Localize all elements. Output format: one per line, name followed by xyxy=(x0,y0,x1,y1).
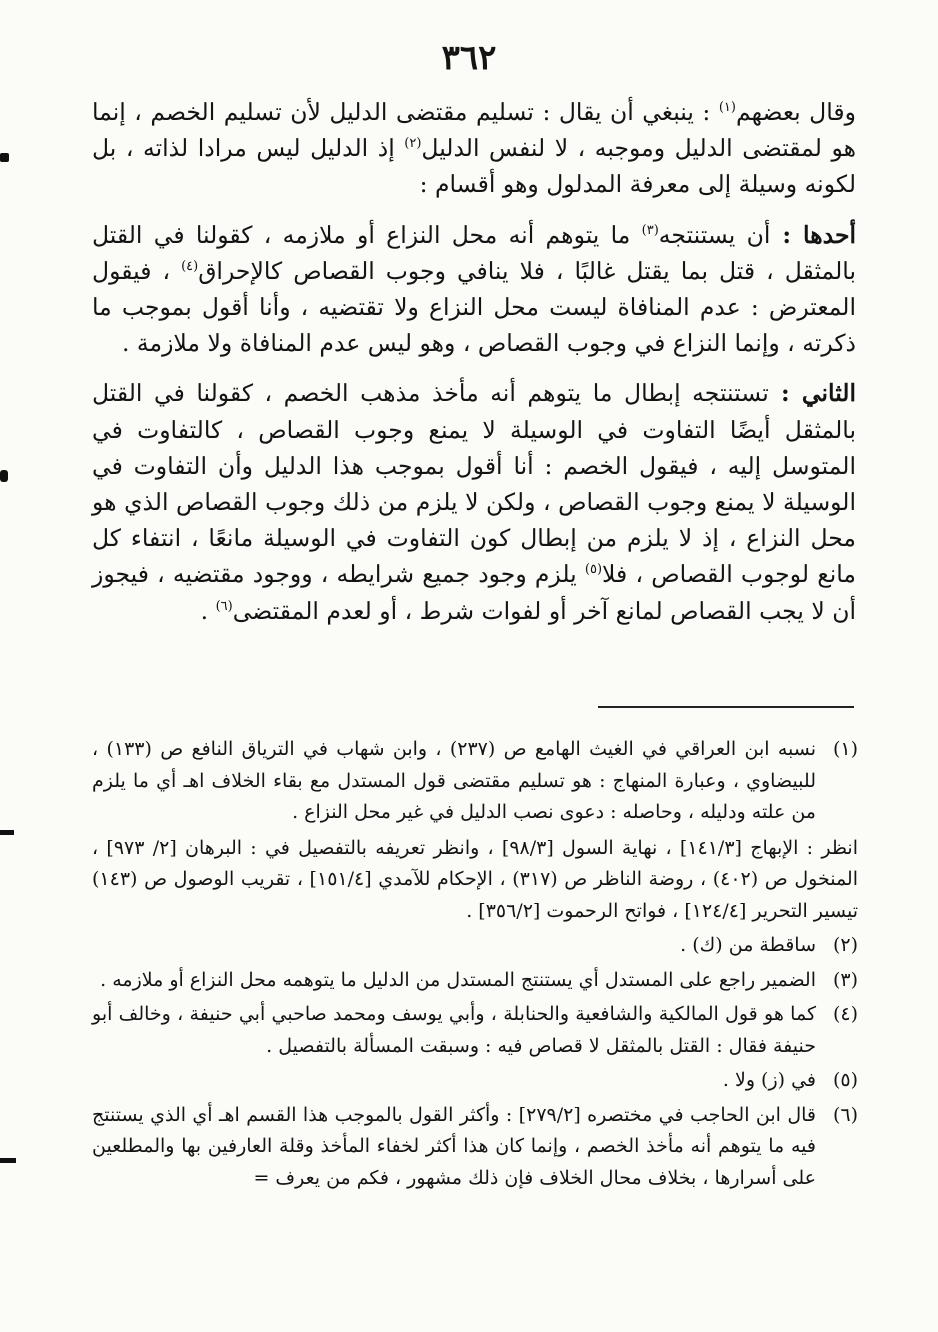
paragraph-1 xyxy=(92,94,856,203)
footnote-5 xyxy=(92,1065,858,1097)
footnote-text: في (ز) ولا . xyxy=(722,1069,816,1091)
footnote-ref: (٤) xyxy=(181,258,199,274)
footnotes xyxy=(92,734,858,1197)
footnote-text: كما هو قول المالكية والشافعية والحنابلة ، وأبي يوسف ومحمد صاحبي أبي حنيفة ، وخالف أبو حنيفة فقال : القتل بالمثقل لا قصاص فيه : وسبقت المسألة بالتفصيل . xyxy=(92,1003,816,1057)
footnote-6 xyxy=(92,1100,858,1195)
footnote-ref: (٥) xyxy=(584,562,603,578)
text-segment: إذ الدليل ليس مرادا لذاته ، بل لكونه وسيلة إلى معرفة المدلول وهو أقسام : xyxy=(92,134,856,199)
footnote-ref: (١) xyxy=(718,100,736,115)
section-lead: أحدها : xyxy=(770,220,857,249)
footnote-number: (٣) xyxy=(832,968,858,991)
footnote-4 xyxy=(92,999,858,1062)
footnote-number: (٦) xyxy=(832,1103,858,1126)
section-lead: الثاني : xyxy=(768,379,856,408)
footnote-2 xyxy=(92,930,858,962)
paragraph-3 xyxy=(92,375,856,628)
text-segment: يلزم وجود جميع شرايطه ، ووجود مقتضيه ، فيجوز أن لا يجب القصاص لمانع آخر أو لفوات شرط ، أو لعدم المقتضى xyxy=(92,560,856,625)
page-number: ٣٦٢ xyxy=(441,38,497,78)
main-body xyxy=(92,94,856,643)
footnote-text: ساقطة من (ك) . xyxy=(680,934,816,956)
text-segment: ، فيقول المعترض : عدم المنافاة ليست محل النزاع ولا تقتضيه ، وأنا أقول بموجب ما ذكرته ، وإنما النزاع في وجوب القصاص ، وهو ليس عدم المنافاة ولا ملازمة . xyxy=(92,256,856,358)
footnote-1-references: انظر : الإبهاج [١٤١/٣] ، نهاية السول [٩٨/٣] ، وانظر تعريفه بالتفصيل في : البرهان [٢/ ٩٧٣] ، المنخول ص (٤٠٢) ، روضة الناظر ص (٣١٧) ، الإحكام للآمدي [١٥١/٤] ، تقريب الوصول ص (١٤٣) تيسير التحرير [١٢٤/٤] ، فواتح الرحموت [٣٥٦/٢] . xyxy=(92,836,858,922)
footnote-ref: (٣) xyxy=(641,222,659,238)
text-segment: تستنتجه إبطال ما يتوهم أنه مأخذ مذهب الخصم ، كقولنا في القتل بالمثقل أيضًا التفاوت في الوسيلة لا يمنع وجوب القصاص ، كالتفاوت في المتوسل إليه ، فيقول الخصم : أنا أقول بموجب هذا الدليل وأن التفاوت في الوسيلة لا يمنع وجوب القصاص ، ولكن لا يلزم من ذلك وجوب القصاص الذي هو محل النزاع ، إذ لا يلزم من إبطال كون التفاوت في الوسيلة مانعًا ، انتفاء كل مانع لوجوب القصاص ، فلا xyxy=(92,379,856,589)
footnote-number: (٢) xyxy=(832,934,858,956)
footnote-separator xyxy=(598,706,854,708)
text-segment: ما يتوهم أنه محل النزاع أو ملازمه ، كقولنا في القتل بالمثقل ، قتل بما يقتل غالبًا ، فلا ينافي وجوب القصاص كالإحراق xyxy=(92,220,856,285)
text-segment: أن يستنتجه xyxy=(658,220,771,249)
footnote-1 xyxy=(92,734,858,829)
scan-margin-mark xyxy=(0,153,9,162)
scan-margin-mark xyxy=(0,470,8,482)
text-segment: وقال بعضهم xyxy=(735,98,856,126)
footnote-text: الضمير راجع على المستدل أي يستنتج المستدل من الدليل ما يتوهمه محل النزاع أو ملازمه . xyxy=(100,968,816,991)
footnote-number: (٤) xyxy=(832,1003,858,1025)
footnote-text: قال ابن الحاجب في مختصره [٢٧٩/٢] : وأكثر القول بالموجب هذا القسم اهـ أي الذي يستنتج فيه ما يتوهم أنه مأخذ الخصم ، وإنما كان هذا أكثر لخفاء المأخذ وقلة العارفين بها والمطلعين على أسرارها ، بخلاف محال الخلاف فإن ذلك مشهور ، فكم من يعرف = xyxy=(92,1103,817,1189)
scan-margin-mark xyxy=(0,1158,16,1163)
footnote-text: نسبه ابن العراقي في الغيث الهامع ص (٢٣٧) ، وابن شهاب في الترياق النافع ص (١٣٣) ، للبيضاوي ، وعبارة المنهاج : هو تسليم مقتضى قول المستدل مع بقاء الخلاف اهـ أي ما يلزم من علته ودليله ، وحاصله : دعوى نصب الدليل في غير محل النزاع . xyxy=(92,738,816,823)
footnote-ref: (٦) xyxy=(215,598,233,614)
footnote-ref: (٢) xyxy=(404,136,422,152)
scan-margin-mark xyxy=(0,830,14,835)
footnote-number: (١) xyxy=(832,738,858,760)
footnote-number: (٥) xyxy=(832,1069,858,1091)
text-segment: . xyxy=(200,596,216,625)
footnote-3 xyxy=(92,965,858,997)
text-segment: : ينبغي أن يقال : تسليم مقتضى الدليل لأن تسليم الخصم ، إنما هو لمقتضى الدليل وموجبه ، لا لنفس الدليل xyxy=(92,98,857,163)
paragraph-2 xyxy=(92,217,856,362)
